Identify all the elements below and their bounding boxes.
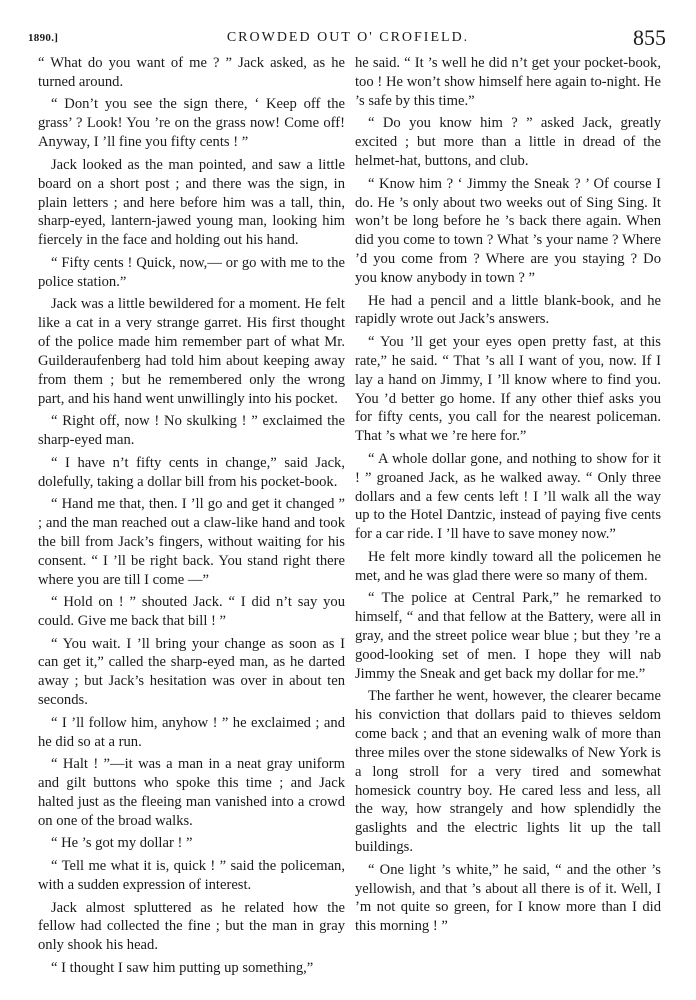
header-date: 1890.] [28, 32, 59, 44]
running-header [26, 18, 670, 54]
paragraph: “ Hand me that, then. I ’ll go and get it changed ” ; and the man reached out a claw-like hand and took the bill from Jack’s fingers, without waiting for his consent. “ I ’ll be right back. You stand right there where you are till I come —” [38, 496, 345, 588]
left-column [38, 54, 345, 982]
paragraph: He had a pencil and a little blank-book, and he rapidly wrote out Jack’s answers. [355, 292, 661, 328]
paragraph: Jack looked as the man pointed, and saw a little board on a short post ; and there was the sign, in plain letters ; and here before him was a tall, thin, sharp-eyed, lantern-jawed young man, looking him fiercely in the face and holding out his hand. [38, 156, 345, 249]
paragraph: He felt more kindly toward all the policemen he met, and he was glad there were so many of them. [355, 548, 661, 584]
paragraph: “ I thought I saw him putting up something,” [51, 959, 314, 976]
paragraph: “ Fifty cents ! Quick, now,— or go with me to the police station.” [38, 254, 345, 290]
paragraph: “ Know him ? ‘ Jimmy the Sneak ? ’ Of course I do. He ’s only about two weeks out of Sing Sing. It won’t be long before he ’s back there again. When did you come to town ? What ’s your name ? Where ’d you come from ? Where are you staying ? Do you know anybody in town ? ” [355, 175, 661, 286]
paragraph: “ One light ’s white,” he said, “ and the other ’s yellowish, and that ’s about all there is of it. Well, I ’m not quite so green, for I know more than I did this morning ! ” [355, 861, 661, 935]
paragraph: “ Right off, now ! No skulking ! ” exclaimed the sharp-eyed man. [38, 413, 345, 449]
paragraph: “ I ’ll follow him, anyhow ! ” he exclaimed ; and he did so at a run. [38, 714, 345, 750]
paragraph: “ You ’ll get your eyes open pretty fast, at this rate,” he said. “ That ’s all I want of you, now. If I lay a hand on Jimmy, I ’ll know where to find you. You ’d better go home. If any other thief asks you for fifty cents, you call for the nearest policeman. That ’s what we ’re here for.” [355, 334, 661, 445]
paragraph: Jack was a little bewildered for a moment. He felt like a cat in a very strange garret. His first thought of the police made him remember part of what Mr. Guilderaufenberg had told him about keeping away from them ; but he remembered only the wrong part, and his hand went unwillingly into his pocket. [38, 296, 345, 407]
paragraph: “ Don’t you see the sign there, ‘ Keep off the grass’ ? Look! You ’re on the grass now! Come off! Anyway, I ’ll fine you fifty cents ! ” [38, 96, 345, 151]
page-number: 855 [633, 25, 666, 50]
paragraph: “ The police at Central Park,” he remarked to himself, “ and that fellow at the Battery, were all in gray, and the street police wear blue ; but they ’re a good-looking set of men. I hope they will nab Jimmy the Sneak and get back my dollar for me.” [355, 590, 661, 682]
paragraph: “ Hold on ! ” shouted Jack. “ I did n’t say you could. Give me back that bill ! ” [38, 594, 345, 629]
paragraph: “ I have n’t fifty cents in change,” said Jack, dolefully, taking a dollar bill from his pocket-book. [38, 454, 345, 490]
paragraph: “ Halt ! ”—it was a man in a neat gray uniform and gilt buttons who spoke this time ; and Jack halted just as the fleeing man vanished into a crowd on one of the broad walks. [38, 756, 345, 829]
paragraph: “ Tell me what it is, quick ! ” said the policeman, with a sudden expression of interest. [38, 858, 345, 893]
paragraph: Jack almost spluttered as he related how the fellow had collected the fine ; but the man in gray only shook his head. [38, 899, 345, 954]
paragraph: “ What do you want of me ? ” Jack asked, as he turned around. [38, 55, 345, 90]
paragraph: “ You wait. I ’ll bring your change as soon as I can get it,” called the sharp-eyed man, as he darted away ; but Jack’s hesitation was over in about ten seconds. [38, 635, 345, 709]
paragraph: he said. “ It ’s well he did n’t get your pocket-book, too ! He won’t show himself here again to-night. He ’s safe by this time.” [355, 55, 661, 109]
paragraph: “ A whole dollar gone, and nothing to show for it ! ” groaned Jack, as he walked away. “ Only three dollars and a few cents left ! I ’ll walk all the way up to the Hotel Dantzic, instead of paying five cents for a car ride. I ’ll have to save money now.” [355, 450, 661, 543]
paragraph: “ He ’s got my dollar ! ” [51, 835, 193, 852]
right-column [355, 54, 661, 940]
header-title: CROWDED OUT O' CROFIELD. [226, 30, 470, 45]
paragraph: “ Do you know him ? ” asked Jack, greatly excited ; but more than a little in dread of the helmet-hat, buttons, and club. [355, 115, 661, 170]
paragraph: The farther he went, however, the clearer became his conviction that dollars paid to thieves seldom come back ; and that an evening walk of more than three miles over the stone sidewalks of New York is a long stroll for a very tired and somewhat homesick country boy. He cared less and less, all the way, how strangely and how splendidly the gaslights and the electric lights lit up the tall buildings. [355, 688, 661, 856]
